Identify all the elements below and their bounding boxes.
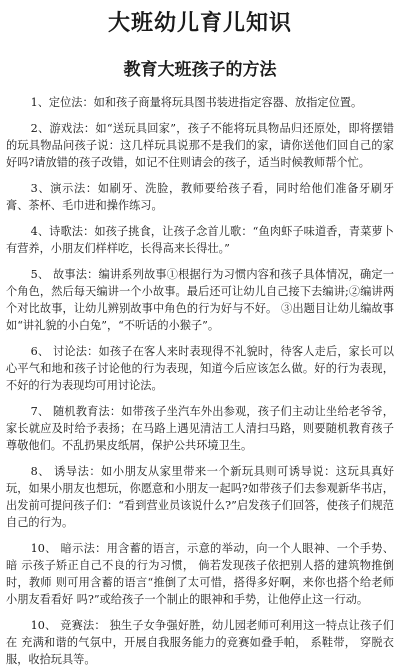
document-page [0,6,400,666]
paragraph-positioning-method: 1、定位法：如和孩子商量将玩具图书装进指定容器、放指定位置。 [30,96,363,109]
document-subtitle: 教育大班孩子的方法 [123,60,277,80]
document-body [0,94,400,668]
document-title: 大班幼儿育儿知识 [107,10,292,36]
paragraph-guidance-method: 8、 诱导法：如小朋友从家里带来一个新玩具则可诱导说：这玩具真好玩，如果小朋友也想玩，你愿意和小朋友一起吗?如带孩子们去参观新华书店，出发前可提问孩子们：“看到营业员该说什么?”启发孩子们回答，使孩子们规范自己的行为。 [6,465,394,529]
paragraph-hint-method: 10、 暗示法：用含蓄的语言，示意的举动，向一个人眼神、一个手势、 暗 示孩子矫正自己不良的行为习惯， 倘若发现孩子依把别人搭的建筑物推倒时，教师 则可用含蓄的语言“推倒了太可惜，搭得多好啊，来你也搭个给老师小朋友看看好 吗?”或给孩子一个制止的眼神和手势，让他停止这一行动。 [6,542,394,606]
paragraph-competition-method: 10、 竞赛法： 独生子女争强好胜，幼儿园老师可利用这一特点让孩子们在 充满和谐的气氛中，开展自我服务能力的竞赛如叠手帕， 系鞋带， 穿脱衣服，收拾玩具等。 [6,619,394,666]
paragraph-discussion-method: 6、 讨论法：如孩子在客人来时表现得不礼貌时，待客人走后，家长可以心平气和地和孩子讨论他的行为表现，知道今后应该怎么做。好的行为表现，不好的行为表现均可用讨论法。 [6,345,394,392]
paragraph-incidental-education-method: 7、 随机教育法：如带孩子坐汽车外出参观，孩子们主动让坐给老爷爷，家长就应及时给予表扬；在马路上遇见清洁工人清扫马路，则要随机教育孩子尊敬他们。不乱扔果皮纸屑，保护公共环境卫生。 [6,405,394,452]
paragraph-game-method: 2、游戏法：如“送玩具回家”，孩子不能将玩具物品归还原处，即将摆错的玩具物品问孩子说：这几样玩具说那不是我们的家，请你送他们回自己的家好吗?请放错的孩子改错，如记不住则请会的孩子，适当时候教师帮个忙。 [6,122,394,169]
paragraph-poem-method: 4、诗歌法：如孩子挑食，让孩子念首儿歌：“鱼肉虾子味道香，青菜萝卜有营养，小朋友们样样吃，长得高来长得壮。” [6,225,394,255]
paragraph-demonstration-method: 3、演示法：如刷牙、洗脸，教师要给孩子看，同时给他们准备牙刷牙膏、茶杯、毛巾进和操作练习。 [6,182,394,212]
paragraph-story-method: 5、 故事法：编讲系列故事①根据行为习惯内容和孩子具体情况，确定一个角色，然后每天编讲一个小故事。最后还可让幼儿自己接下去编讲;②编讲两个对比故事，让幼儿辨别故事中角色的行为好与不好。 ③出题目让幼儿编故事如“讲礼貌的小白兔”，“不听话的小猴子”。 [6,268,394,332]
